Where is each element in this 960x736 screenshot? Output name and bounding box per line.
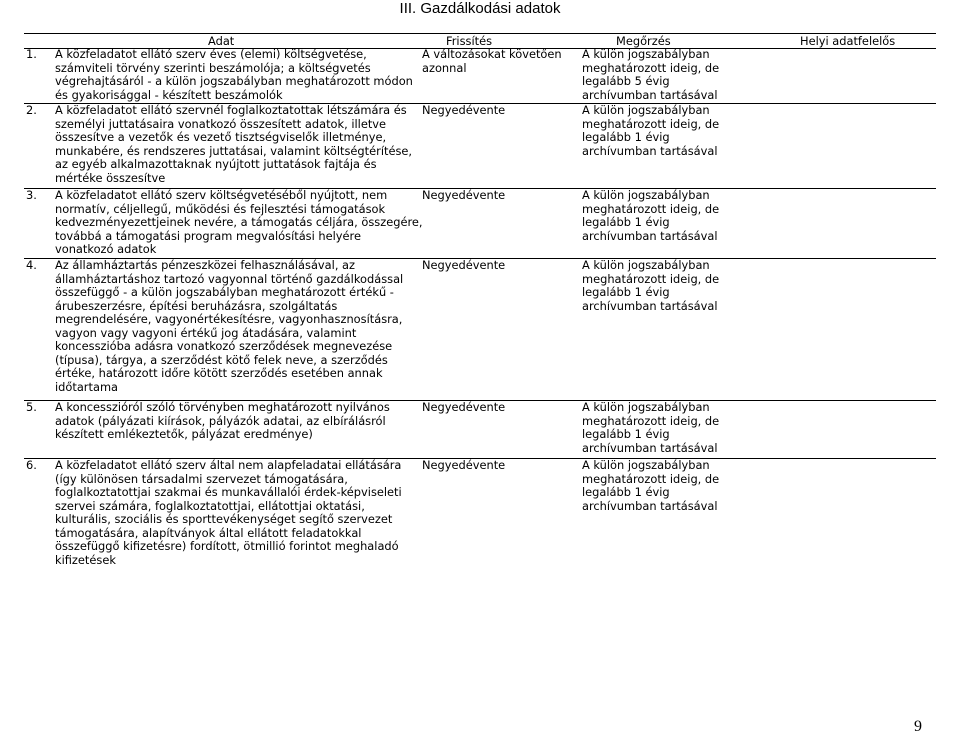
row-megorzes: A külön jogszabályban meghatározott ideig, de legalább 1 évig archívumban tartásával [582,458,720,513]
row-number: 5. [26,400,37,414]
row-number: 3. [26,188,37,202]
row-megorzes: A külön jogszabályban meghatározott ideig, de legalább 1 évig archívumban tartásával [582,400,720,455]
row-megorzes: A külön jogszabályban meghatározott ideig, de legalább 1 évig archívumban tartásával [582,188,720,243]
row-number: 2. [26,103,37,117]
row-adat: A közfeladatot ellátó szervnél foglalkoztatottak létszámára és személyi juttatásaira vonatkozó összesített adatok, illetve összesítve a vezetők és vezető tisztségviselők illetménye, munkabére, és rendszeres juttatásai, valamint költségtérítése, az egyéb alkalmazottaknak nyújtott juttatások fajtája és mértéke összesítve [55,103,413,185]
row-adat: A közfeladatot ellátó szerv éves (elemi) költségvetése, számviteli törvény szerinti beszámolója; a költségvetés végrehajtásáról - a külön jogszabályban meghatározott módon és gyakorisággal - készített beszámolók [55,47,413,102]
header-felelos: Helyi adatfelelős [800,34,896,48]
table-row [24,188,936,258]
table-row [24,458,936,574]
header-adat: Adat [208,34,235,48]
table-row [24,258,936,400]
row-frissites: Negyedévente [422,258,506,272]
row-adat: A közfeladatot ellátó szerv költségvetéséből nyújtott, nem normatív, céljellegű, működési és fejlesztési támogatások kedvezményezettjeinek nevére, a támogatás céljára, összegére, továbbá a támogatási program megvalósítási helyére vonatkozó adatok [55,188,423,256]
row-number: 4. [26,258,37,272]
row-megorzes: A külön jogszabályban meghatározott ideig, de legalább 1 évig archívumban tartásával [582,103,720,158]
header-frissites: Frissítés [446,34,493,48]
row-number: 6. [26,458,37,472]
row-frissites: Negyedévente [422,400,506,414]
data-table [24,48,936,574]
row-adat: Az államháztartás pénzeszközei felhasználásával, az államháztartáshoz tartozó vagyonnal történő gazdálkodással összefüggő - a külön jogszabályban meghatározott értékű - árubeszerzésre, építési beruházásra, szolgáltatás megrendelésére, vagyonértékesítésre, vagyonhasznosításra, vagyon vagy vagyoni értékű jog átadására, valamint koncesszióba adásra vonatkozó szerződések megnevezése (típusa), tárgya, a szerződést kötő felek neve, a szerződés értéke, határozott időre kötött szerződés esetében annak időtartama [55,258,404,394]
row-adat: A koncesszióról szóló törvényben meghatározott nyilvános adatok (pályázati kiírások, pályázók adatai, az elbírálásról készített emlékeztetők, pályázat eredménye) [55,400,390,441]
page-number: 9 [914,718,922,735]
row-frissites: Negyedévente [422,103,506,117]
row-frissites: Negyedévente [422,188,506,202]
table-row [24,48,936,103]
header-megorzes: Megőrzés [616,34,671,48]
table-row [24,400,936,458]
row-number: 1. [26,47,37,61]
row-frissites: A változásokat követően azonnal [422,47,562,75]
row-megorzes: A külön jogszabályban meghatározott ideig, de legalább 5 évig archívumban tartásával [582,47,720,102]
row-megorzes: A külön jogszabályban meghatározott ideig, de legalább 1 évig archívumban tartásával [582,258,720,313]
row-adat: A közfeladatot ellátó szerv által nem alapfeladatai ellátására (így különösen társadalmi szervezet támogatására, foglalkoztatottjai szakmai és munkavállalói érdek-képviseleti szervei számára, foglalkoztatottjai, ellátottjai oktatási, kulturális, szociális és sporttevékenységet segítő szervezet támogatására, alapítványok által ellátott feladatokkal összefüggő kifizetésre) fordított, ötmillió forintot meghaladó kifizetések [55,458,402,567]
section-title: III. Gazdálkodási adatok [399,0,561,17]
row-frissites: Negyedévente [422,458,506,472]
table-row [24,103,936,188]
